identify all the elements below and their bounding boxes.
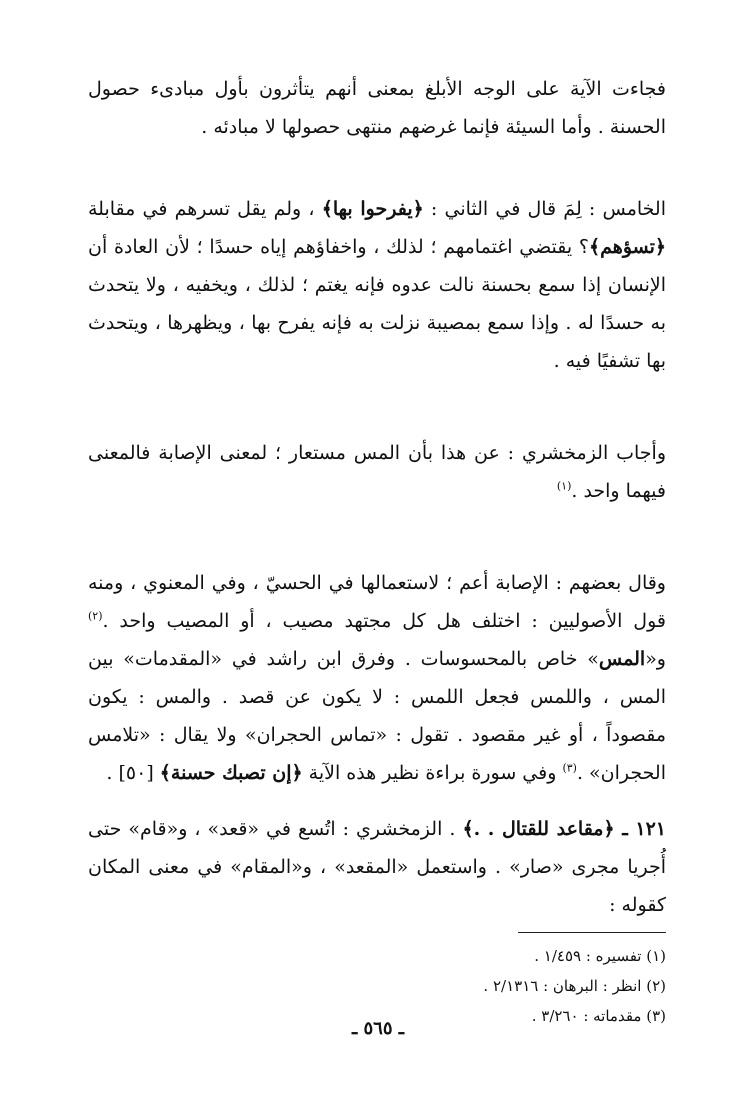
footnote-ref-1: (١) [556,479,572,493]
footnote-3: (٣) مقدماته : ٣/٢٦٠ . [531,1007,666,1025]
quran-quote-in-tusibka: ﴿إن تصبك حسنة﴾ [159,762,303,784]
footnote-1: (١) تفسيره : ١/٤٥٩ . [534,947,666,965]
page-body [88,70,666,1031]
footnote-ref-3: (٣) [562,761,577,775]
quran-quote-tasuhum: ﴿تسؤهم﴾ [589,236,666,258]
footnote-divider [518,932,666,933]
paragraph-4-part-b: و« [645,648,666,670]
paragraph-2-part-e: ؟ يقتضي اغتمامهم ؛ لذلك ، واخفاؤهم إياه حسدًا ؛ لأن العادة أن الإنسان إذا سمع بحسنة نالت عدوه فإنه يغتم ؛ لذلك ، ويخفيه ، ولا يتحدث به حسدًا له . وإذا سمع بمصيبة نزلت به فإنه يفرح بها ، ويظهرها ، ويتحدث بها تشفيًا فيه . [88,236,666,372]
paragraph-3-text: وأجاب الزمخشري : عن هذا بأن المس مستعار ؛ لمعنى الإصابة فالمعنى فيهما واحد . [88,442,666,502]
paragraph-2-part-a: الخامس : لِمَ قال في الثاني : [423,198,667,220]
paragraph-4-part-a: وقال بعضهم : الإصابة أعم ؛ لاستعمالها في الحسيّ ، وفي المعنوي ، ومنه قول الأصوليين : اختلف هل كل مجتهد مصيب ، أو المصيب واحد . [88,572,666,632]
paragraph-5-part-c: . الزمخشري : اتُسع في «قعد» ، و«قام» حتى أُجريا مجرى «صار» . واستعمل «المقعد» ، و«المقام» في معنى المكان كقوله : [88,818,666,916]
paragraph-3 [88,434,666,510]
paragraph-1 [88,70,666,146]
paragraph-2 [88,190,666,380]
paragraph-4-part-e: وفي سورة براءة نظير هذه الآية [302,762,563,784]
paragraph-5 [88,810,666,924]
paragraph-4-part-g: [٥٠] . [106,762,160,784]
footnote-2: (٢) انظر : البرهان : ٢/١٣١٦ . [483,977,666,995]
quran-quote-yafrahu: ﴿يفرحوا بها﴾ [321,198,424,220]
term-al-mass: المس [598,648,646,670]
verse-number: ١٢١ ـ [614,818,667,840]
quran-quote-maqaid: ﴿مقاعد للقتال . .﴾ [462,818,615,840]
page-number: ـ ٥٦٥ ـ [351,1018,405,1039]
paragraph-4 [88,564,666,792]
footnote-ref-2: (٢) [88,609,103,623]
paragraph-4-part-d: » خاص بالمحسوسات . وفرق ابن راشد في «المقدمات» بين المس ، واللمس فجعل اللمس : لا يكون عن قصد . والمس : يكون مقصوداً ، أو غير مقصود . تقول : «تماس الحجران» ولا يقال : «تلامس الحجران» . [88,648,666,784]
paragraph-1-text: فجاءت الآية على الوجه الأبلغ بمعنى أنهم يتأثرون بأول مبادىء حصول الحسنة . وأما السيئة فإنما غرضهم منتهى حصولها لا مبادئه . [88,78,666,138]
paragraph-2-part-c: ، ولم يقل تسرهم في مقابلة [88,198,322,220]
